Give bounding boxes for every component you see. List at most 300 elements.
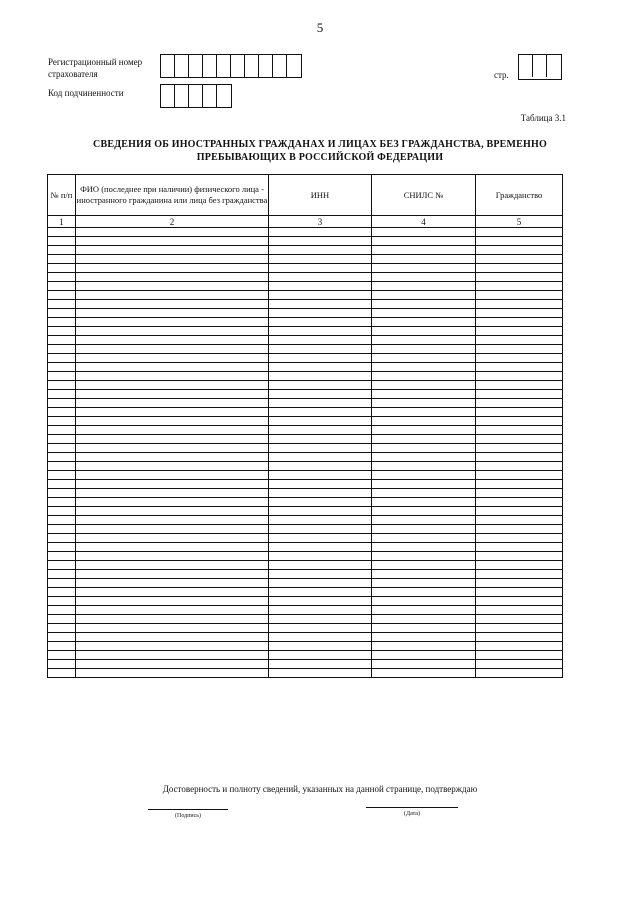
cell-inn[interactable] bbox=[269, 255, 372, 264]
cell-number[interactable] bbox=[48, 489, 76, 498]
cell-full-name[interactable] bbox=[76, 408, 269, 417]
digit-cell[interactable] bbox=[287, 55, 301, 77]
table-row bbox=[48, 579, 563, 588]
cell-number[interactable] bbox=[48, 273, 76, 282]
cell-snils[interactable] bbox=[372, 309, 476, 318]
cell-snils[interactable] bbox=[372, 642, 476, 651]
cell-full-name[interactable] bbox=[76, 399, 269, 408]
cell-full-name[interactable] bbox=[76, 273, 269, 282]
digit-cell[interactable] bbox=[259, 55, 273, 77]
cell-inn[interactable] bbox=[269, 642, 372, 651]
cell-citizenship[interactable] bbox=[476, 660, 563, 669]
cell-number[interactable] bbox=[48, 597, 76, 606]
cell-full-name[interactable] bbox=[76, 237, 269, 246]
cell-inn[interactable] bbox=[269, 579, 372, 588]
cell-snils[interactable] bbox=[372, 606, 476, 615]
cell-full-name[interactable] bbox=[76, 381, 269, 390]
table-row bbox=[48, 426, 563, 435]
cell-snils[interactable] bbox=[372, 660, 476, 669]
cell-number[interactable] bbox=[48, 462, 76, 471]
cell-inn[interactable] bbox=[269, 570, 372, 579]
cell-citizenship[interactable] bbox=[476, 534, 563, 543]
cell-full-name[interactable] bbox=[76, 633, 269, 642]
cell-citizenship[interactable] bbox=[476, 624, 563, 633]
cell-snils[interactable] bbox=[372, 453, 476, 462]
column-header-inn: ИНН bbox=[269, 175, 372, 216]
cell-full-name[interactable] bbox=[76, 507, 269, 516]
cell-number[interactable] bbox=[48, 327, 76, 336]
cell-inn[interactable] bbox=[269, 615, 372, 624]
cell-number[interactable] bbox=[48, 624, 76, 633]
page-number-input[interactable] bbox=[518, 54, 562, 80]
cell-inn[interactable] bbox=[269, 390, 372, 399]
cell-inn[interactable] bbox=[269, 669, 372, 678]
digit-cell[interactable] bbox=[203, 85, 217, 107]
table-row bbox=[48, 345, 563, 354]
cell-full-name[interactable] bbox=[76, 624, 269, 633]
table-row bbox=[48, 462, 563, 471]
cell-snils[interactable] bbox=[372, 462, 476, 471]
cell-number[interactable] bbox=[48, 552, 76, 561]
cell-citizenship[interactable] bbox=[476, 606, 563, 615]
cell-citizenship[interactable] bbox=[476, 633, 563, 642]
digit-cell[interactable] bbox=[161, 85, 175, 107]
table-row bbox=[48, 408, 563, 417]
date-line[interactable] bbox=[366, 807, 458, 808]
cell-citizenship[interactable] bbox=[476, 426, 563, 435]
cell-snils[interactable] bbox=[372, 597, 476, 606]
digit-cell[interactable] bbox=[273, 55, 287, 77]
cell-full-name[interactable] bbox=[76, 471, 269, 480]
cell-citizenship[interactable] bbox=[476, 525, 563, 534]
cell-inn[interactable] bbox=[269, 633, 372, 642]
cell-full-name[interactable] bbox=[76, 444, 269, 453]
column-header-snils: СНИЛС № bbox=[372, 175, 476, 216]
cell-number[interactable] bbox=[48, 642, 76, 651]
cell-snils[interactable] bbox=[372, 264, 476, 273]
cell-full-name[interactable] bbox=[76, 669, 269, 678]
cell-citizenship[interactable] bbox=[476, 237, 563, 246]
cell-citizenship[interactable] bbox=[476, 570, 563, 579]
cell-number[interactable] bbox=[48, 615, 76, 624]
digit-cell[interactable] bbox=[189, 55, 203, 77]
cell-full-name[interactable] bbox=[76, 642, 269, 651]
cell-full-name[interactable] bbox=[76, 426, 269, 435]
table-row bbox=[48, 327, 563, 336]
cell-citizenship[interactable] bbox=[476, 588, 563, 597]
cell-citizenship[interactable] bbox=[476, 255, 563, 264]
cell-inn[interactable] bbox=[269, 309, 372, 318]
cell-full-name[interactable] bbox=[76, 453, 269, 462]
cell-snils[interactable] bbox=[372, 615, 476, 624]
cell-full-name[interactable] bbox=[76, 264, 269, 273]
cell-inn[interactable] bbox=[269, 444, 372, 453]
cell-citizenship[interactable] bbox=[476, 228, 563, 237]
cell-full-name[interactable] bbox=[76, 282, 269, 291]
subordination-input[interactable] bbox=[160, 84, 232, 108]
cell-citizenship[interactable] bbox=[476, 399, 563, 408]
cell-citizenship[interactable] bbox=[476, 300, 563, 309]
cell-inn[interactable] bbox=[269, 588, 372, 597]
cell-inn[interactable] bbox=[269, 426, 372, 435]
table-row bbox=[48, 282, 563, 291]
cell-inn[interactable] bbox=[269, 327, 372, 336]
cell-full-name[interactable] bbox=[76, 516, 269, 525]
cell-inn[interactable] bbox=[269, 291, 372, 300]
cell-number[interactable] bbox=[48, 561, 76, 570]
cell-full-name[interactable] bbox=[76, 489, 269, 498]
table-row bbox=[48, 372, 563, 381]
table-row bbox=[48, 597, 563, 606]
cell-citizenship[interactable] bbox=[476, 363, 563, 372]
date-caption: (Дата) bbox=[404, 811, 420, 817]
cell-number[interactable] bbox=[48, 372, 76, 381]
cell-snils[interactable] bbox=[372, 588, 476, 597]
table-label: Таблица 3.1 bbox=[520, 113, 566, 123]
table-row bbox=[48, 480, 563, 489]
cell-full-name[interactable] bbox=[76, 309, 269, 318]
cell-snils[interactable] bbox=[372, 273, 476, 282]
cell-snils[interactable] bbox=[372, 633, 476, 642]
cell-full-name[interactable] bbox=[76, 246, 269, 255]
cell-citizenship[interactable] bbox=[476, 246, 563, 255]
cell-number[interactable] bbox=[48, 291, 76, 300]
cell-number[interactable] bbox=[48, 669, 76, 678]
cell-snils[interactable] bbox=[372, 237, 476, 246]
cell-number[interactable] bbox=[48, 255, 76, 264]
cell-citizenship[interactable] bbox=[476, 435, 563, 444]
cell-number[interactable] bbox=[48, 453, 76, 462]
cell-inn[interactable] bbox=[269, 606, 372, 615]
cell-inn[interactable] bbox=[269, 597, 372, 606]
digit-cell[interactable] bbox=[175, 55, 189, 77]
cell-snils[interactable] bbox=[372, 579, 476, 588]
cell-full-name[interactable] bbox=[76, 552, 269, 561]
cell-inn[interactable] bbox=[269, 408, 372, 417]
cell-full-name[interactable] bbox=[76, 417, 269, 426]
cell-full-name[interactable] bbox=[76, 480, 269, 489]
cell-full-name[interactable] bbox=[76, 327, 269, 336]
cell-full-name[interactable] bbox=[76, 660, 269, 669]
subordination-label: Код подчиненности bbox=[48, 88, 124, 98]
cell-snils[interactable] bbox=[372, 363, 476, 372]
table-row bbox=[48, 255, 563, 264]
cell-number[interactable] bbox=[48, 498, 76, 507]
cell-inn[interactable] bbox=[269, 651, 372, 660]
cell-full-name[interactable] bbox=[76, 363, 269, 372]
cell-snils[interactable] bbox=[372, 651, 476, 660]
cell-full-name[interactable] bbox=[76, 570, 269, 579]
cell-inn[interactable] bbox=[269, 534, 372, 543]
cell-citizenship[interactable] bbox=[476, 372, 563, 381]
digit-cell[interactable] bbox=[217, 55, 231, 77]
digit-cell[interactable] bbox=[245, 55, 259, 77]
cell-number[interactable] bbox=[48, 390, 76, 399]
cell-full-name[interactable] bbox=[76, 651, 269, 660]
cell-citizenship[interactable] bbox=[476, 291, 563, 300]
cell-number[interactable] bbox=[48, 588, 76, 597]
cell-snils[interactable] bbox=[372, 327, 476, 336]
table-row bbox=[48, 390, 563, 399]
cell-inn[interactable] bbox=[269, 345, 372, 354]
cell-inn[interactable] bbox=[269, 399, 372, 408]
cell-inn[interactable] bbox=[269, 282, 372, 291]
table-row bbox=[48, 525, 563, 534]
signature-line[interactable] bbox=[148, 809, 228, 810]
cell-citizenship[interactable] bbox=[476, 354, 563, 363]
cell-full-name[interactable] bbox=[76, 354, 269, 363]
digit-cell[interactable] bbox=[189, 85, 203, 107]
column-number: 1 bbox=[48, 216, 76, 228]
cell-inn[interactable] bbox=[269, 471, 372, 480]
cell-full-name[interactable] bbox=[76, 318, 269, 327]
cell-number[interactable] bbox=[48, 246, 76, 255]
cell-citizenship[interactable] bbox=[476, 282, 563, 291]
cell-citizenship[interactable] bbox=[476, 651, 563, 660]
cell-number[interactable] bbox=[48, 444, 76, 453]
cell-number[interactable] bbox=[48, 363, 76, 372]
cell-citizenship[interactable] bbox=[476, 642, 563, 651]
digit-cell[interactable] bbox=[161, 55, 175, 77]
cell-inn[interactable] bbox=[269, 453, 372, 462]
cell-citizenship[interactable] bbox=[476, 552, 563, 561]
cell-inn[interactable] bbox=[269, 381, 372, 390]
cell-number[interactable] bbox=[48, 345, 76, 354]
cell-inn[interactable] bbox=[269, 246, 372, 255]
cell-citizenship[interactable] bbox=[476, 381, 563, 390]
cell-inn[interactable] bbox=[269, 498, 372, 507]
cell-citizenship[interactable] bbox=[476, 516, 563, 525]
cell-snils[interactable] bbox=[372, 552, 476, 561]
cell-citizenship[interactable] bbox=[476, 453, 563, 462]
cell-number[interactable] bbox=[48, 435, 76, 444]
cell-snils[interactable] bbox=[372, 624, 476, 633]
cell-inn[interactable] bbox=[269, 525, 372, 534]
cell-full-name[interactable] bbox=[76, 291, 269, 300]
cell-inn[interactable] bbox=[269, 660, 372, 669]
cell-citizenship[interactable] bbox=[476, 345, 563, 354]
cell-full-name[interactable] bbox=[76, 498, 269, 507]
cell-snils[interactable] bbox=[372, 336, 476, 345]
cell-number[interactable] bbox=[48, 264, 76, 273]
digit-cell[interactable] bbox=[547, 55, 561, 77]
cell-snils[interactable] bbox=[372, 408, 476, 417]
cell-full-name[interactable] bbox=[76, 579, 269, 588]
cell-number[interactable] bbox=[48, 543, 76, 552]
cell-snils[interactable] bbox=[372, 390, 476, 399]
cell-number[interactable] bbox=[48, 606, 76, 615]
cell-full-name[interactable] bbox=[76, 345, 269, 354]
cell-inn[interactable] bbox=[269, 273, 372, 282]
cell-snils[interactable] bbox=[372, 300, 476, 309]
cell-inn[interactable] bbox=[269, 336, 372, 345]
cell-full-name[interactable] bbox=[76, 390, 269, 399]
cell-full-name[interactable] bbox=[76, 606, 269, 615]
cell-number[interactable] bbox=[48, 282, 76, 291]
cell-snils[interactable] bbox=[372, 435, 476, 444]
cell-full-name[interactable] bbox=[76, 588, 269, 597]
cell-full-name[interactable] bbox=[76, 597, 269, 606]
digit-cell[interactable] bbox=[533, 55, 547, 77]
cell-inn[interactable] bbox=[269, 489, 372, 498]
cell-snils[interactable] bbox=[372, 444, 476, 453]
cell-inn[interactable] bbox=[269, 372, 372, 381]
cell-snils[interactable] bbox=[372, 480, 476, 489]
table-row bbox=[48, 498, 563, 507]
cell-snils[interactable] bbox=[372, 399, 476, 408]
cell-snils[interactable] bbox=[372, 228, 476, 237]
table-row bbox=[48, 291, 563, 300]
reg-number-input[interactable] bbox=[160, 54, 302, 78]
cell-number[interactable] bbox=[48, 426, 76, 435]
cell-citizenship[interactable] bbox=[476, 579, 563, 588]
cell-full-name[interactable] bbox=[76, 228, 269, 237]
cell-number[interactable] bbox=[48, 309, 76, 318]
cell-inn[interactable] bbox=[269, 507, 372, 516]
cell-full-name[interactable] bbox=[76, 435, 269, 444]
table-row bbox=[48, 444, 563, 453]
cell-number[interactable] bbox=[48, 354, 76, 363]
cell-citizenship[interactable] bbox=[476, 390, 563, 399]
cell-number[interactable] bbox=[48, 534, 76, 543]
cell-number[interactable] bbox=[48, 399, 76, 408]
cell-snils[interactable] bbox=[372, 570, 476, 579]
column-number: 3 bbox=[269, 216, 372, 228]
cell-snils[interactable] bbox=[372, 372, 476, 381]
cell-citizenship[interactable] bbox=[476, 489, 563, 498]
cell-full-name[interactable] bbox=[76, 372, 269, 381]
cell-inn[interactable] bbox=[269, 435, 372, 444]
cell-full-name[interactable] bbox=[76, 255, 269, 264]
cell-snils[interactable] bbox=[372, 255, 476, 264]
cell-citizenship[interactable] bbox=[476, 561, 563, 570]
table-row bbox=[48, 606, 563, 615]
cell-number[interactable] bbox=[48, 525, 76, 534]
cell-inn[interactable] bbox=[269, 624, 372, 633]
cell-full-name[interactable] bbox=[76, 534, 269, 543]
cell-citizenship[interactable] bbox=[476, 318, 563, 327]
cell-citizenship[interactable] bbox=[476, 462, 563, 471]
cell-number[interactable] bbox=[48, 579, 76, 588]
cell-number[interactable] bbox=[48, 417, 76, 426]
cell-snils[interactable] bbox=[372, 498, 476, 507]
cell-citizenship[interactable] bbox=[476, 471, 563, 480]
cell-full-name[interactable] bbox=[76, 462, 269, 471]
cell-snils[interactable] bbox=[372, 354, 476, 363]
cell-number[interactable] bbox=[48, 318, 76, 327]
table-row bbox=[48, 453, 563, 462]
cell-number[interactable] bbox=[48, 471, 76, 480]
digit-cell[interactable] bbox=[519, 55, 533, 77]
cell-inn[interactable] bbox=[269, 480, 372, 489]
cell-number[interactable] bbox=[48, 381, 76, 390]
cell-snils[interactable] bbox=[372, 381, 476, 390]
digit-cell[interactable] bbox=[231, 55, 245, 77]
digit-cell[interactable] bbox=[217, 85, 231, 107]
cell-citizenship[interactable] bbox=[476, 417, 563, 426]
cell-citizenship[interactable] bbox=[476, 498, 563, 507]
cell-full-name[interactable] bbox=[76, 525, 269, 534]
cell-full-name[interactable] bbox=[76, 336, 269, 345]
cell-snils[interactable] bbox=[372, 291, 476, 300]
cell-snils[interactable] bbox=[372, 489, 476, 498]
cell-snils[interactable] bbox=[372, 669, 476, 678]
cell-number[interactable] bbox=[48, 651, 76, 660]
cell-inn[interactable] bbox=[269, 516, 372, 525]
cell-inn[interactable] bbox=[269, 318, 372, 327]
cell-number[interactable] bbox=[48, 507, 76, 516]
cell-snils[interactable] bbox=[372, 345, 476, 354]
cell-number[interactable] bbox=[48, 516, 76, 525]
cell-citizenship[interactable] bbox=[476, 327, 563, 336]
cell-citizenship[interactable] bbox=[476, 615, 563, 624]
cell-number[interactable] bbox=[48, 336, 76, 345]
cell-full-name[interactable] bbox=[76, 300, 269, 309]
cell-number[interactable] bbox=[48, 300, 76, 309]
table-header-row bbox=[48, 175, 563, 216]
cell-citizenship[interactable] bbox=[476, 264, 563, 273]
cell-full-name[interactable] bbox=[76, 615, 269, 624]
cell-snils[interactable] bbox=[372, 417, 476, 426]
digit-cell[interactable] bbox=[203, 55, 217, 77]
cell-inn[interactable] bbox=[269, 552, 372, 561]
cell-inn[interactable] bbox=[269, 354, 372, 363]
cell-inn[interactable] bbox=[269, 237, 372, 246]
cell-full-name[interactable] bbox=[76, 561, 269, 570]
cell-inn[interactable] bbox=[269, 363, 372, 372]
cell-number[interactable] bbox=[48, 480, 76, 489]
cell-snils[interactable] bbox=[372, 426, 476, 435]
cell-snils[interactable] bbox=[372, 471, 476, 480]
cell-number[interactable] bbox=[48, 408, 76, 417]
cell-number[interactable] bbox=[48, 660, 76, 669]
cell-number[interactable] bbox=[48, 570, 76, 579]
cell-citizenship[interactable] bbox=[476, 408, 563, 417]
cell-citizenship[interactable] bbox=[476, 273, 563, 282]
cell-snils[interactable] bbox=[372, 534, 476, 543]
cell-citizenship[interactable] bbox=[476, 669, 563, 678]
cell-snils[interactable] bbox=[372, 525, 476, 534]
cell-citizenship[interactable] bbox=[476, 444, 563, 453]
cell-full-name[interactable] bbox=[76, 543, 269, 552]
cell-inn[interactable] bbox=[269, 228, 372, 237]
cell-citizenship[interactable] bbox=[476, 543, 563, 552]
cell-number[interactable] bbox=[48, 633, 76, 642]
cell-inn[interactable] bbox=[269, 300, 372, 309]
table-row bbox=[48, 624, 563, 633]
cell-snils[interactable] bbox=[372, 543, 476, 552]
cell-inn[interactable] bbox=[269, 561, 372, 570]
cell-citizenship[interactable] bbox=[476, 309, 563, 318]
cell-citizenship[interactable] bbox=[476, 507, 563, 516]
cell-snils[interactable] bbox=[372, 318, 476, 327]
cell-inn[interactable] bbox=[269, 417, 372, 426]
cell-snils[interactable] bbox=[372, 246, 476, 255]
cell-number[interactable] bbox=[48, 228, 76, 237]
cell-snils[interactable] bbox=[372, 507, 476, 516]
cell-snils[interactable] bbox=[372, 516, 476, 525]
cell-citizenship[interactable] bbox=[476, 480, 563, 489]
cell-number[interactable] bbox=[48, 237, 76, 246]
digit-cell[interactable] bbox=[175, 85, 189, 107]
cell-inn[interactable] bbox=[269, 264, 372, 273]
cell-citizenship[interactable] bbox=[476, 336, 563, 345]
cell-snils[interactable] bbox=[372, 561, 476, 570]
cell-inn[interactable] bbox=[269, 543, 372, 552]
cell-citizenship[interactable] bbox=[476, 597, 563, 606]
cell-inn[interactable] bbox=[269, 462, 372, 471]
cell-snils[interactable] bbox=[372, 282, 476, 291]
